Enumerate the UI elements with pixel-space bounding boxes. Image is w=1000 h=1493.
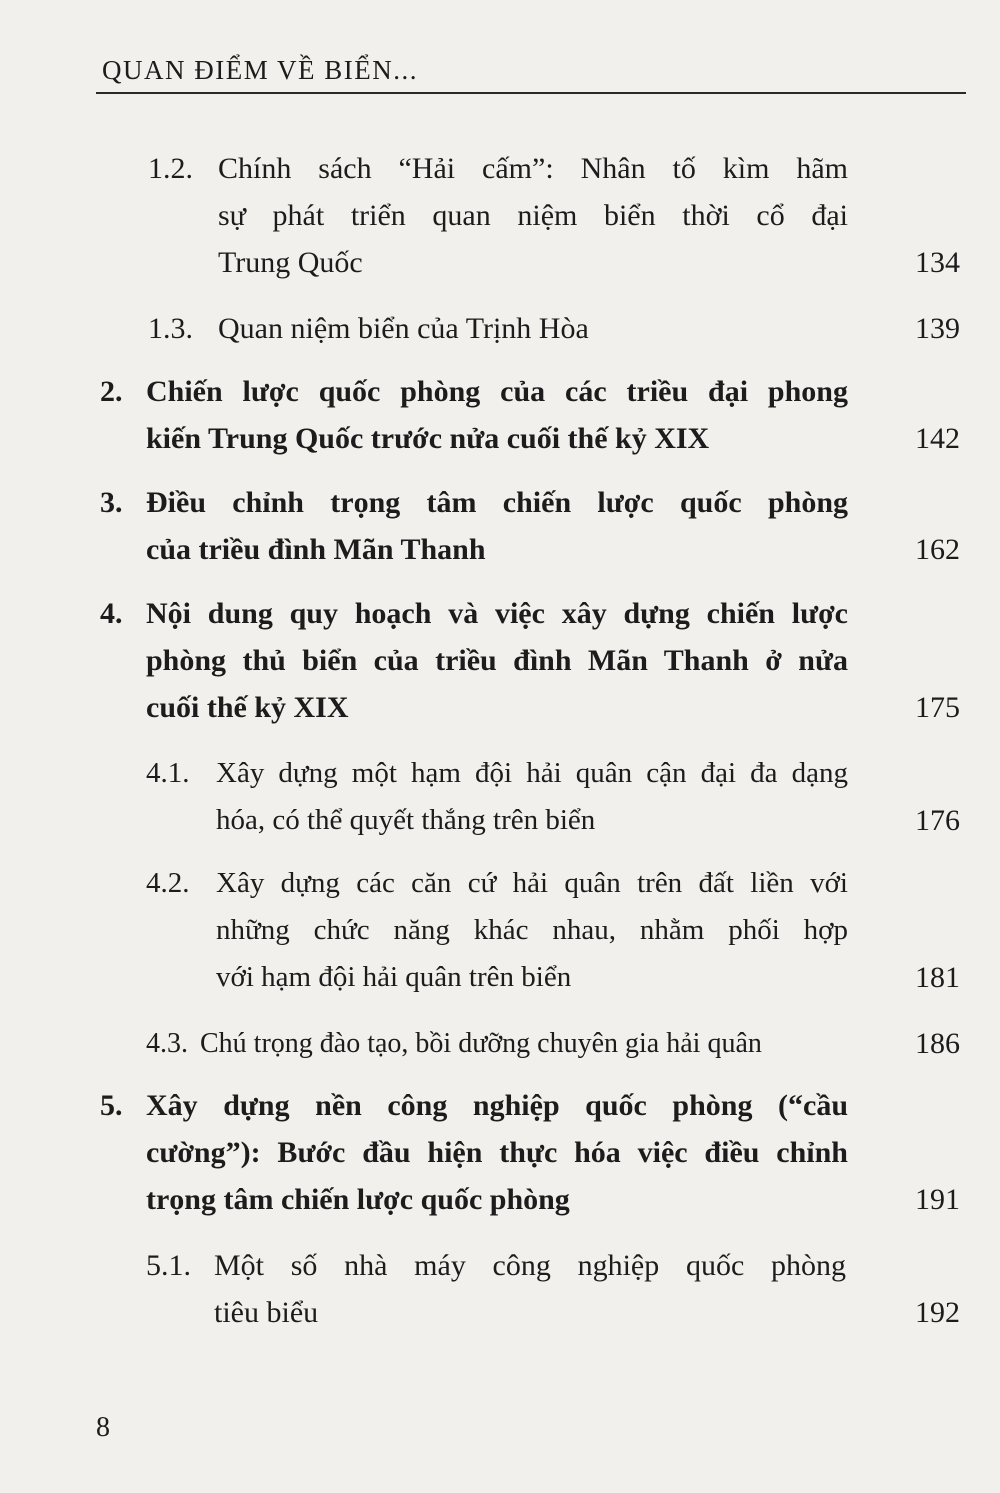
toc-entry-title: [216, 750, 848, 844]
toc-entry-title: [146, 479, 848, 573]
toc-entry-title-line: những chức năng khác nhau, nhằm phối hợp: [216, 914, 848, 946]
toc-entry-title-line: Chú trọng đào tạo, bồi dưỡng chuyên gia hải quân: [200, 1028, 762, 1059]
toc-entry-title: [218, 145, 848, 286]
toc-entry-title-line: Xây dựng các căn cứ hải quân trên đất liền với: [216, 867, 848, 899]
toc-entry-page-number: 176: [915, 804, 960, 837]
toc-entry-title: [200, 1020, 850, 1067]
toc-entry-title-line: Xây dựng nền công nghiệp quốc phòng (“cầu: [146, 1089, 848, 1122]
toc-entry-title-line: hóa, có thể quyết thắng trên biển: [216, 804, 596, 836]
toc-entry-title-line: Nội dung quy hoạch và việc xây dựng chiến lược: [146, 597, 848, 630]
toc-entry-number: 4.1.: [146, 757, 190, 789]
toc-entry-title: [146, 368, 848, 462]
toc-entry-title-line: Chiến lược quốc phòng của các triều đại phong: [146, 375, 848, 408]
toc-entry-number: 4.3.: [146, 1028, 188, 1059]
toc-entry-title: [146, 590, 848, 731]
toc-entry-page-number: 192: [915, 1296, 960, 1329]
toc-entry-title: [218, 305, 848, 352]
toc-entry-title-line: tiêu biểu: [214, 1296, 319, 1329]
running-head: QUAN ĐIỂM VỀ BIỂN...: [102, 55, 418, 85]
header-rule: [96, 92, 966, 94]
toc-entry-title-line: kiến Trung Quốc trước nửa cuối thế kỷ XIX: [146, 422, 710, 455]
toc-entry-title: [146, 1082, 848, 1223]
toc-entry-page-number: 175: [915, 691, 960, 724]
toc-entry-title: [216, 860, 848, 1001]
toc-entry-title-line: trọng tâm chiến lược quốc phòng: [146, 1183, 570, 1216]
page-number: 8: [96, 1412, 110, 1443]
toc-entry-number: 5.1.: [146, 1249, 191, 1282]
toc-entry-number: 4.2.: [146, 867, 190, 899]
toc-entry-number: 4.: [100, 597, 123, 630]
toc-entry-title-line: Quan niệm biển của Trịnh Hòa: [218, 312, 589, 345]
toc-entry-title: [214, 1242, 846, 1336]
toc-entry-title-line: cường”): Bước đầu hiện thực hóa việc điều chỉnh: [146, 1136, 848, 1169]
toc-entry-title-line: với hạm đội hải quân trên biển: [216, 961, 572, 993]
toc-entry-page-number: 191: [915, 1183, 960, 1216]
toc-entry-page-number: 134: [915, 246, 960, 279]
toc-entry-page-number: 142: [915, 422, 960, 455]
toc-entry-title-line: Xây dựng một hạm đội hải quân cận đại đa dạng: [216, 757, 848, 789]
toc-entry-title-line: Trung Quốc: [218, 246, 363, 279]
toc-entry-title-line: Chính sách “Hải cấm”: Nhân tố kìm hãm: [218, 152, 848, 185]
toc-entry-number: 1.3.: [148, 312, 193, 345]
toc-entry-number: 2.: [100, 375, 123, 408]
toc-entry-title-line: của triều đình Mãn Thanh: [146, 533, 486, 566]
toc-entry-title-line: phòng thủ biển của triều đình Mãn Thanh ở nửa: [146, 644, 848, 677]
toc-entry-page-number: 162: [915, 533, 960, 566]
toc-entry-number: 3.: [100, 486, 123, 519]
toc-entry-number: 5.: [100, 1089, 123, 1122]
toc-entry-number: 1.2.: [148, 152, 193, 185]
toc-entry-page-number: 181: [915, 961, 960, 994]
toc-entry-title-line: Điều chỉnh trọng tâm chiến lược quốc phòng: [146, 486, 848, 519]
toc-entry-page-number: 186: [915, 1027, 960, 1060]
toc-entry-title-line: Một số nhà máy công nghiệp quốc phòng: [214, 1249, 846, 1282]
toc-entry-title-line: cuối thế kỷ XIX: [146, 691, 349, 724]
toc-entry-title-line: sự phát triển quan niệm biển thời cổ đại: [218, 199, 848, 232]
toc-entry-page-number: 139: [915, 312, 960, 345]
